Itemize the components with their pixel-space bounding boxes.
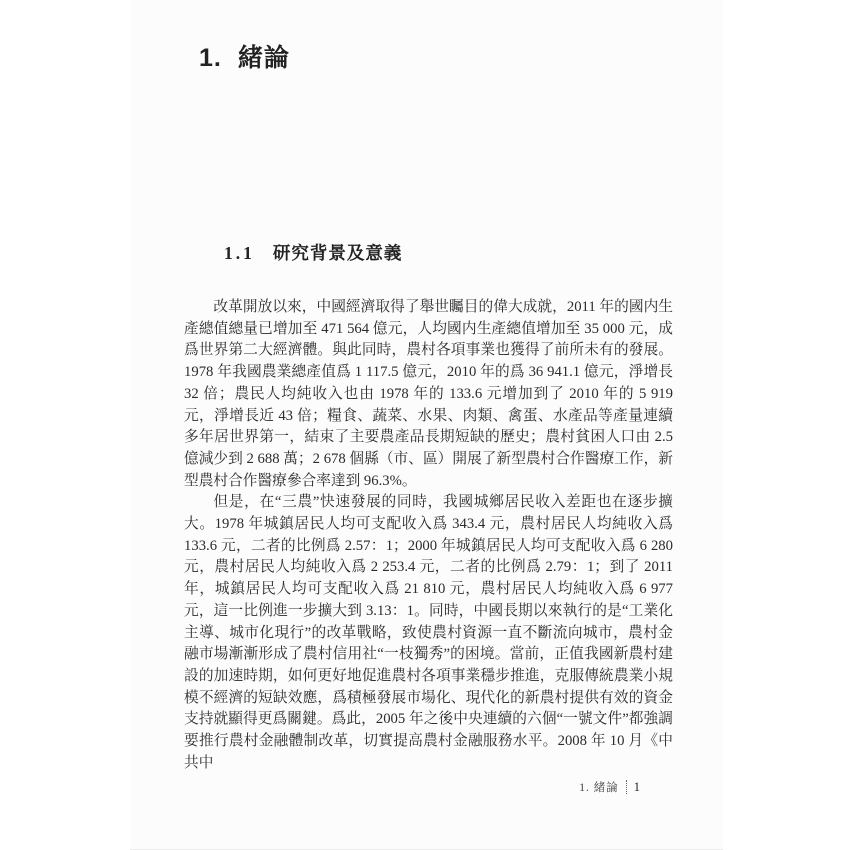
footer-page-number: 1 xyxy=(633,779,640,794)
footer-chapter-label: 1. 緒論 xyxy=(579,782,619,794)
page-footer xyxy=(0,779,640,795)
chapter-title xyxy=(199,38,290,74)
chapter-name: 緒論 xyxy=(237,44,290,72)
section-heading xyxy=(224,240,402,265)
body-text xyxy=(184,297,673,774)
paragraph-2: 但是，在“三農”快速發展的同時，我國城鄉居民收入差距也在逐步擴大。1978 年城鎮居民人均可支配收入爲 343.4 元，農村居民人均純收入爲 133.6 元，二者的比例爲 2.57：1；2000 年城鎮居民人均可支配收入爲 6 280 元，農村居民人均純收入爲 2 253.4 元，二者的比例爲 2.79：1；到了 2011 年，城鎮居民人均可支配收入爲 21 810 元，農村居民人均純收入爲 6 977 元，這一比例進一步擴大到 3.13：1。同時，中國長期以來執行的是“工業化主導、城市化現行”的改革戰略，致使農村資源一直不斷流向城市，農村金融市場漸漸形成了農村信用社“一枝獨秀”的困境。當前，正值我國新農村建設的加速時期，如何更好地促進農村各項事業穩步推進，克服傳統農業小規模不經濟的短缺效應，爲積極發展市場化、現代化的新農村提供有效的資金支持就顯得更爲關鍵。爲此，2005 年之後中央連續的六個“一號文件”都強調要推行農村金融體制改革，切實提高農村金融服務水平。2008 年 10 月《中共中 xyxy=(184,494,673,771)
footer-divider xyxy=(626,780,627,794)
section-title: 研究背景及意義 xyxy=(272,243,403,263)
paragraph-1: 改革開放以來，中國經濟取得了舉世矚目的偉大成就，2011 年的國内生產總值總量已增加至 471 564 億元，人均國内生產總值增加至 35 000 元，成爲世界第二大經濟體。與此同時，農村各項事業也獲得了前所未有的發展。1978 年我國農業總產值爲 1 117.5 億元，2010 年的爲 36 941.1 億元，淨增長 32 倍；農民人均純收入也由 1978 年的 133.6 元增加到了 2010 年的 5 919 元，淨增長近 43 倍；糧食、蔬菜、水果、肉類、禽蛋、水產品等產量連續多年居世界第一，結束了主要農產品長期短缺的歷史；農村貧困人口由 2.5 億減少到 2 688 萬；2 678 個縣（市、區）開展了新型農村合作醫療工作，新型農村合作醫療參合率達到 96.3%。 xyxy=(184,299,673,489)
section-number: 1.1 xyxy=(224,243,255,263)
chapter-number: 1. xyxy=(199,44,222,72)
